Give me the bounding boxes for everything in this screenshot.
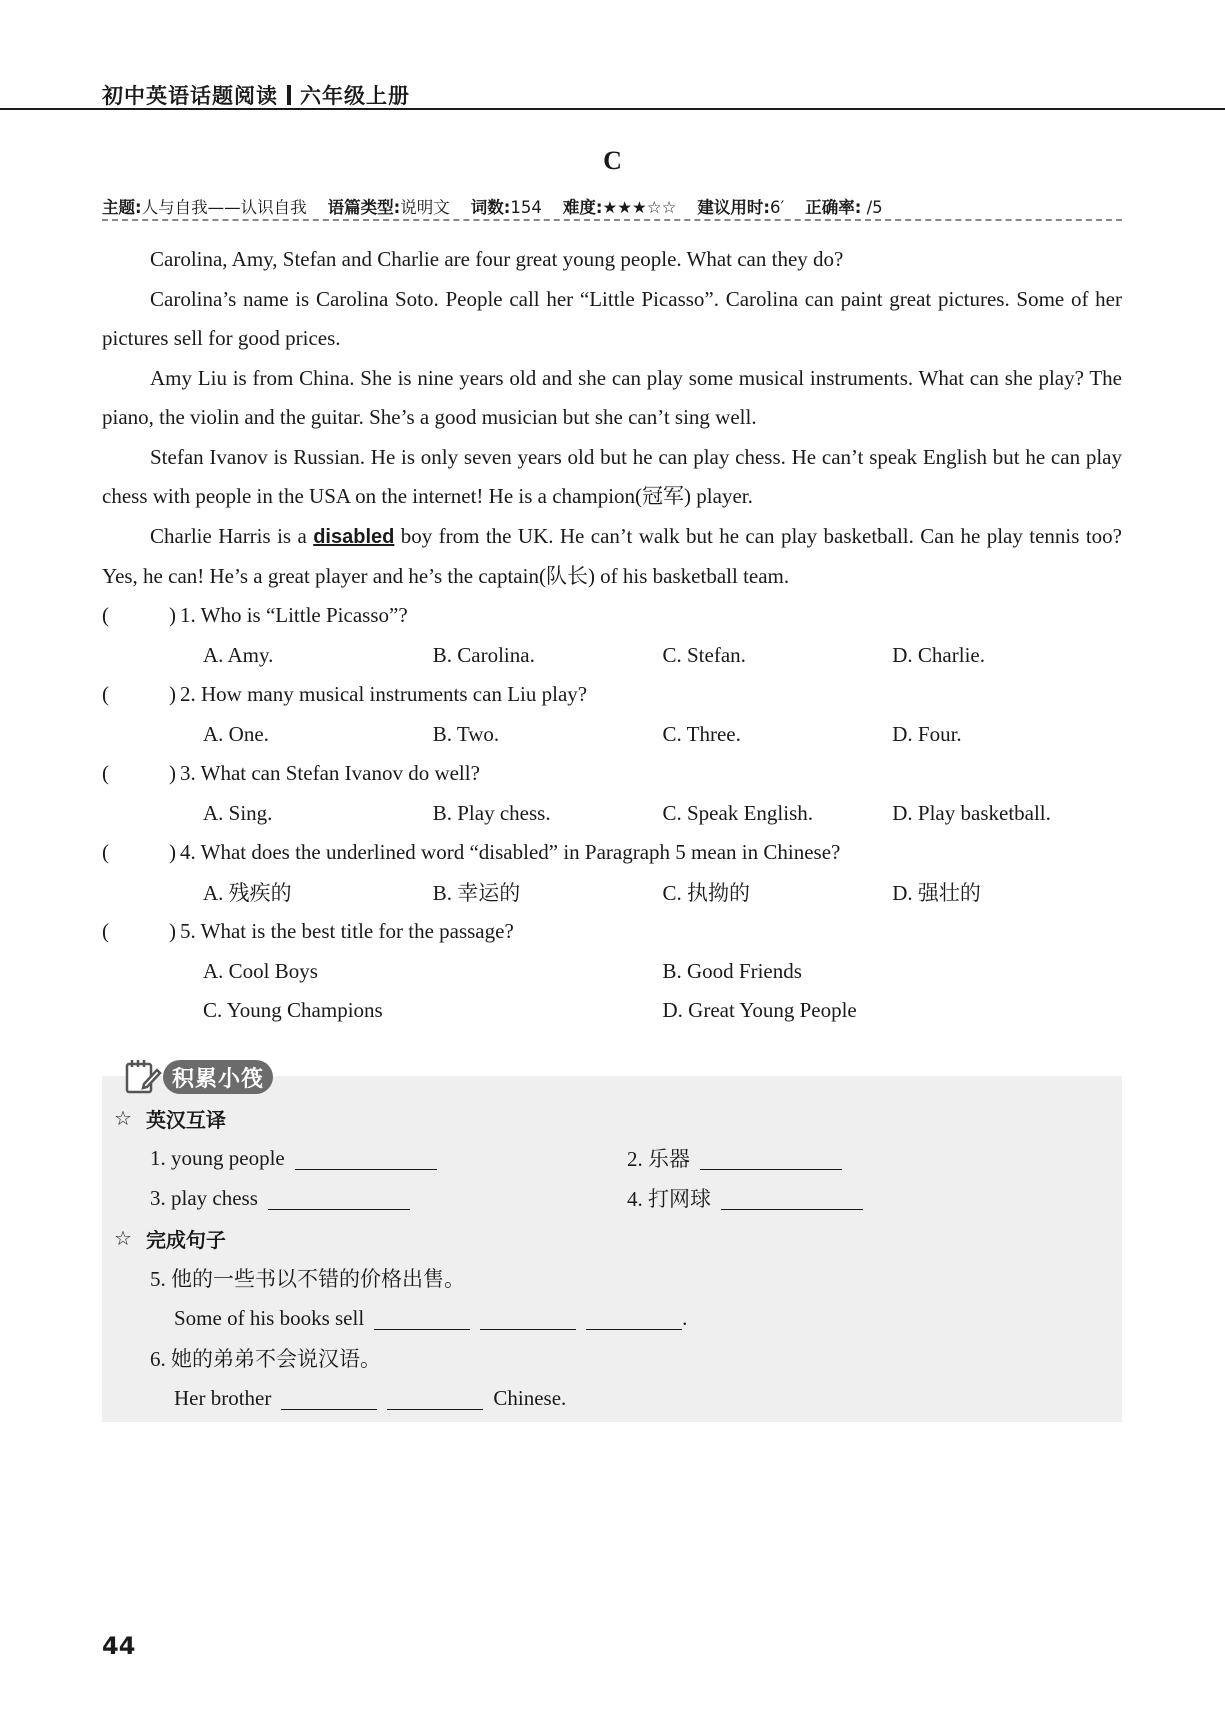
fill-blank[interactable] — [480, 1307, 576, 1330]
option: C. Three. — [662, 721, 741, 746]
translate-row-2: 3. play chess 4. 打网球 — [114, 1178, 1104, 1218]
sentence-5-cn: 5. 他的一些书以不错的价格出售。 — [150, 1267, 465, 1291]
option: D. Great Young People — [662, 998, 857, 1023]
option: A. Amy. — [203, 642, 274, 667]
meta-genre: 语篇类型:说明文 — [327, 198, 450, 217]
question-2 — [102, 675, 1122, 715]
sentence-6-en: Her brother Chinese. — [174, 1385, 567, 1410]
meta-difficulty: 难度:★★★☆☆ — [562, 198, 677, 217]
translate-row-1: 1. young people 2. 乐器 — [114, 1138, 1104, 1178]
paragraph-4: Stefan Ivanov is Russian. He is only seven years old but he can play chess. He can’t speak English but he can play chess with people in the USA on the internet! He is a champion(冠军) player. — [102, 444, 1122, 508]
option: B. Good Friends — [662, 958, 802, 983]
fill-blank[interactable] — [586, 1307, 682, 1330]
question-list — [102, 596, 1122, 1031]
question-3 — [102, 754, 1122, 794]
star-icon: ☆ — [114, 1106, 132, 1130]
notes-title-badge: 积累小筏 — [163, 1060, 273, 1094]
option: C. Stefan. — [662, 642, 746, 667]
section-heading-complete: ☆ 完成句子 — [114, 1226, 226, 1252]
reading-passage — [102, 240, 1122, 597]
paragraph-5: Charlie Harris is a disabled boy from the UK. He can’t walk but he can play basketball. Can he play tennis too? Yes, he can! He’s a great player and he’s the captain(队长) of his basketball team. — [102, 523, 1122, 588]
meta-bar — [102, 194, 1122, 218]
question-stem: 3. What can Stefan Ivanov do well? — [180, 761, 480, 786]
option: D. Charlie. — [892, 642, 985, 667]
sentence-6-cn: 6. 她的弟弟不会说汉语。 — [150, 1347, 381, 1371]
meta-dashed-rule — [102, 219, 1122, 221]
fill-blank[interactable] — [721, 1187, 863, 1210]
options-5a — [102, 952, 1122, 992]
section-heading-translate: ☆ 英汉互译 — [114, 1106, 226, 1132]
paragraph-1: Carolina, Amy, Stefan and Charlie are four great young people. What can they do? — [150, 247, 844, 271]
question-stem: 2. How many musical instruments can Liu play? — [180, 682, 588, 707]
question-5 — [102, 912, 1122, 952]
option: D. 强壮的 — [892, 881, 981, 906]
option: B. Play chess. — [432, 800, 551, 825]
header-separator — [287, 85, 291, 105]
question-stem: 4. What does the underlined word “disabled” in Paragraph 5 mean in Chinese? — [180, 840, 841, 865]
options-5b — [102, 991, 1122, 1031]
answer-blank[interactable]: ( ) — [102, 682, 176, 707]
question-1 — [102, 596, 1122, 636]
option: A. Cool Boys — [203, 958, 318, 983]
options-3 — [102, 794, 1122, 834]
paragraph-2: Carolina’s name is Carolina Soto. People call her “Little Picasso”. Carolina can paint great pictures. Some of her pictures sell for good prices. — [102, 286, 1122, 350]
option: C. Speak English. — [662, 800, 813, 825]
fill-blank[interactable] — [281, 1387, 377, 1410]
meta-words: 词数:154 — [470, 198, 542, 217]
option: B. Carolina. — [432, 642, 535, 667]
fill-blank[interactable] — [700, 1147, 842, 1170]
section-title: C — [603, 146, 622, 175]
sentence-5-en: Some of his books sell . — [174, 1305, 688, 1330]
answer-blank[interactable]: ( ) — [102, 840, 176, 865]
fill-blank[interactable] — [268, 1187, 410, 1210]
answer-blank[interactable]: ( ) — [102, 603, 176, 628]
option: A. Sing. — [203, 800, 273, 825]
answer-blank[interactable]: ( ) — [102, 919, 176, 944]
underlined-word: disabled — [313, 525, 395, 548]
answer-blank[interactable]: ( ) — [102, 761, 176, 786]
notes-content — [114, 1098, 1104, 1418]
option: D. Four. — [892, 721, 962, 746]
option: C. 执拗的 — [662, 881, 751, 906]
options-1 — [102, 636, 1122, 676]
options-4 — [102, 873, 1122, 913]
fill-blank[interactable] — [295, 1147, 437, 1170]
grade-label: 六年级上册 — [300, 84, 410, 108]
book-title: 初中英语话题阅读 — [102, 84, 278, 108]
header-rule — [0, 108, 1225, 110]
meta-accuracy: 正确率: /5 — [805, 198, 883, 217]
meta-theme: 主题:人与自我——认识自我 — [102, 198, 307, 217]
meta-time: 建议用时:6′ — [697, 198, 785, 217]
option: A. 残疾的 — [203, 881, 292, 906]
question-stem: 1. Who is “Little Picasso”? — [180, 603, 408, 628]
option: B. 幸运的 — [432, 881, 521, 906]
paragraph-3: Amy Liu is from China. She is nine years old and she can play some musical instruments. What can she play? The piano, the violin and the guitar. She’s a good musician but she can’t sing well. — [102, 365, 1122, 429]
question-stem: 5. What is the best title for the passage? — [180, 919, 514, 944]
question-4 — [102, 833, 1122, 873]
running-header — [102, 80, 410, 110]
option: A. One. — [203, 721, 269, 746]
options-2 — [102, 715, 1122, 755]
option: D. Play basketball. — [892, 800, 1051, 825]
notepad-pencil-icon — [124, 1058, 162, 1096]
star-icon: ☆ — [114, 1226, 132, 1250]
page-number: 44 — [102, 1632, 136, 1660]
option: B. Two. — [432, 721, 500, 746]
fill-blank[interactable] — [374, 1307, 470, 1330]
option: C. Young Champions — [203, 998, 383, 1023]
fill-blank[interactable] — [387, 1387, 483, 1410]
